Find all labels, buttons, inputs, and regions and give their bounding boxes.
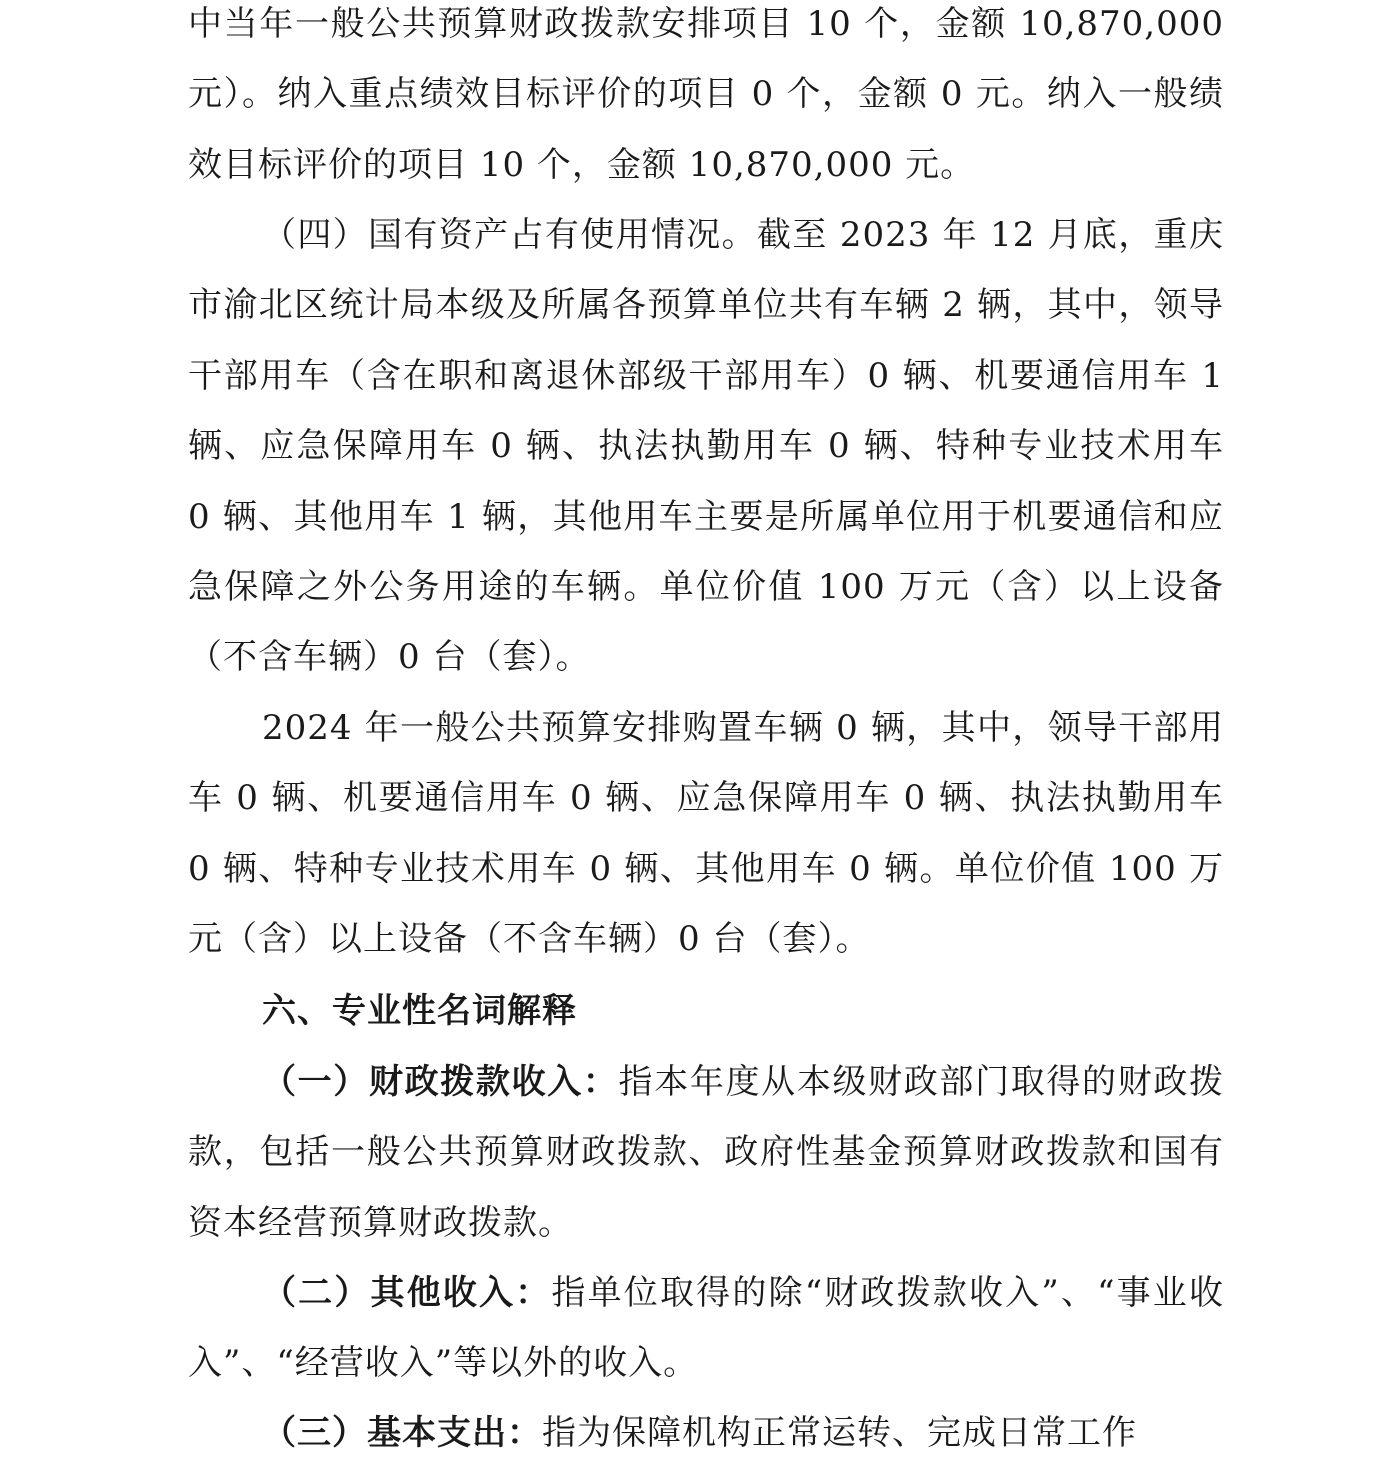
paragraph-state-assets xyxy=(188,200,1224,693)
paragraph-state-assets-body: 截至 2023 年 12 月底，重庆市渝北区统计局本级及所属各预算单位共有车辆 2 辆，其中，领导干部用车（含在职和离退休部级干部用车）0 辆、机要通信用车 1 辆、应急保障用车 0 辆、执法执勤用车 0 辆、特种专业技术用车 0 辆、其他用车 1 辆，其他用车主要是所属单位用于机要通信和应急保障之外公务用途的车辆。单位价值 100 万元（含）以上设备（不含车辆）0 台（套）。 xyxy=(188,215,1224,678)
paragraph-term-other-income xyxy=(188,1258,1224,1399)
term-basic-expenditure-definition: 指为保障机构正常运转、完成日常工作 xyxy=(542,1413,1137,1453)
paragraph-project-summary: 中当年一般公共预算财政拨款安排项目 10 个，金额 10,870,000 元）。纳入重点绩效目标评价的项目 0 个，金额 0 元。纳入一般绩效目标评价的项目 10 个，金额 10,870,000 元。 xyxy=(188,4,1224,185)
paragraph-state-assets-lead: （四）国有资产占有使用情况。 xyxy=(262,215,758,255)
term-other-income: （二）其他收入： xyxy=(262,1273,552,1313)
paragraph-term-fiscal-appropriation xyxy=(188,1047,1224,1258)
paragraph-vehicle-purchase-2024: 2024 年一般公共预算安排购置车辆 0 辆，其中，领导干部用车 0 辆、机要通信用车 0 辆、应急保障用车 0 辆、执法执勤用车 0 辆、特种专业技术用车 0 辆、其他用车 0 辆。单位价值 100 万元（含）以上设备（不含车辆）0 台（套）。 xyxy=(188,708,1224,960)
term-other-income-definition: 指单位取得的除“财政拨款收入”、“事业收入”、“经营收入”等以外的收入。 xyxy=(188,1273,1224,1384)
term-fiscal-appropriation-definition: 指本年度从本级财政部门取得的财政拨款，包括一般公共预算财政拨款、政府性基金预算财政拨款和国有资本经营预算财政拨款。 xyxy=(188,1062,1225,1243)
paragraph-term-basic-expenditure xyxy=(188,1398,1224,1468)
term-fiscal-appropriation: （一）财政拨款收入： xyxy=(262,1062,619,1102)
term-basic-expenditure: （三）基本支出： xyxy=(262,1413,542,1453)
section-heading-terminology: 六、专业性名词解释 xyxy=(262,991,577,1031)
